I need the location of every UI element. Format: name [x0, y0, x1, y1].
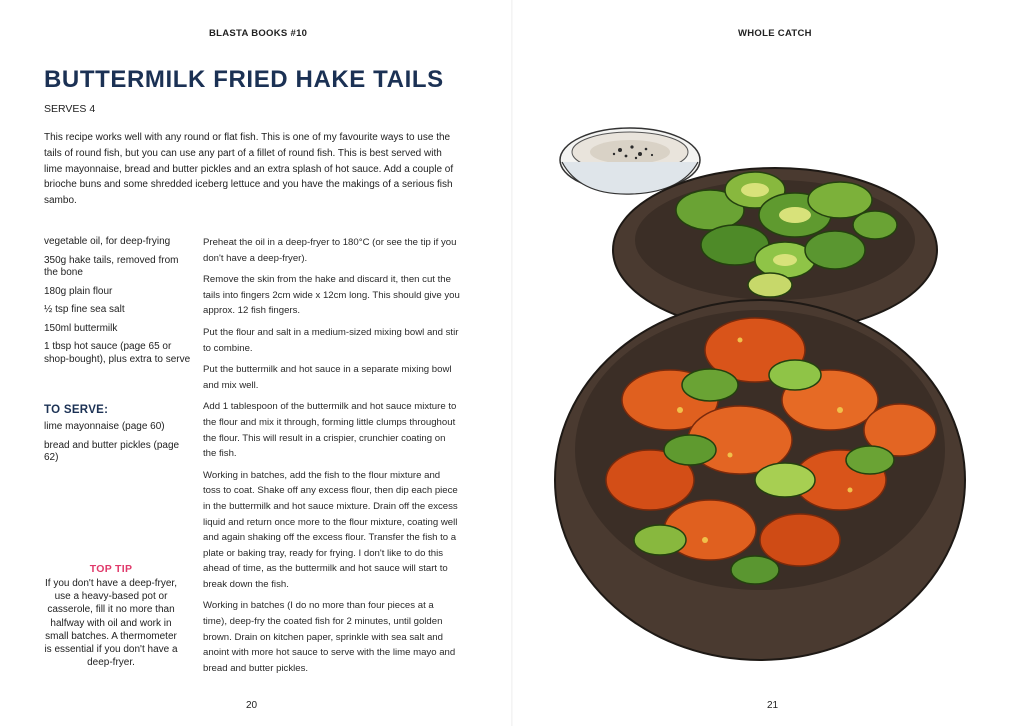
page-number-left: 20 [246, 700, 258, 711]
recipe-title: BUTTERMILK FRIED HAKE TAILS [44, 66, 444, 93]
ingredient-item: 350g hake tails, removed from the bone [44, 254, 179, 278]
method-step: Put the flour and salt in a medium-sized mixing bowl and stir to combine. [203, 326, 459, 354]
running-head-left: BLASTA BOOKS #10 [209, 28, 308, 39]
method-step: Remove the skin from the hake and discard it, then cut the tails into fingers 2cm wide x 12cm long. This should give you approx. 12 fish fingers. [203, 274, 460, 317]
ingredient-item: ½ tsp fine sea salt [44, 304, 125, 315]
fish-bowl [555, 300, 965, 660]
page-number-right: 21 [767, 700, 779, 711]
to-serve-heading: TO SERVE: [44, 404, 109, 416]
fried-hake-illustration [540, 100, 980, 690]
method-step: Working in batches, add the fish to the flour mixture and toss to coat. Shake off any excess flour, then dip each piece in the buttermilk and hot sauce mixture. Drain off the excess liquid and return once more to the flour mixture, coating well and again shaking off the excess flour. Transfer the fish to a plate or baking tray, ready for frying. I don't like to do this ahead of time, as the buttermilk and hot sauce will start to break down the fish. [203, 469, 458, 590]
method-step: Working in batches (I do no more than four pieces at a time), deep-fry the coated fish for 2 minutes, until golden brown. Drain on kitchen paper, sprinkle with sea salt and anoint with more hot sauce to serve with the lime mayo and bread and butter pickles. [203, 600, 456, 674]
ingredient-item: 150ml buttermilk [44, 322, 118, 334]
to-serve-item: bread and butter pickles (page 62) [44, 439, 180, 463]
to-serve-item: lime mayonnaise (page 60) [44, 421, 165, 432]
top-tip-heading: TOP TIP [89, 563, 133, 575]
top-tip-body: If you don't have a deep-fryer, use a heavy-based pot or casserole, fill it no more than halfway with oil and work in small batches. A thermometer is essential if you don't have a deep-fryer. [44, 578, 178, 669]
ingredient-item: 180g plain flour [44, 285, 113, 297]
method-step: Put the buttermilk and hot sauce in a separate mixing bowl and mix well. [203, 364, 452, 391]
ingredient-list [44, 236, 194, 372]
recipe-intro: This recipe works well with any round or flat fish. This is one of my favourite ways to use the tails of round fish, but you can use any part of a fillet of round fish. This is best served with lime mayonnaise, bread and butter pickles and an extra splash of hot sauce. Add a couple of brioche buns and some shredded iceberg lettuce and you have the makings of a serious fish sambo. [44, 132, 454, 207]
method-step: Preheat the oil in a deep-fryer to 180°C (or see the tip if you don't have a deep-fryer). [203, 237, 457, 264]
book-spine [511, 0, 513, 726]
serves-label: SERVES 4 [44, 103, 96, 115]
method-step: Add 1 tablespoon of the buttermilk and hot sauce mixture to the flour and mix it through, forming little clumps throughout the flour. This will result in a crispier, crunchier coating on the fish. [203, 401, 457, 460]
running-head-right: WHOLE CATCH [738, 28, 812, 39]
method-steps [203, 235, 460, 682]
to-serve-list [44, 421, 194, 471]
ingredient-item: vegetable oil, for deep-frying [44, 236, 171, 247]
ingredient-item: 1 tbsp hot sauce (page 65 or shop-bought), plus extra to serve [44, 341, 191, 365]
